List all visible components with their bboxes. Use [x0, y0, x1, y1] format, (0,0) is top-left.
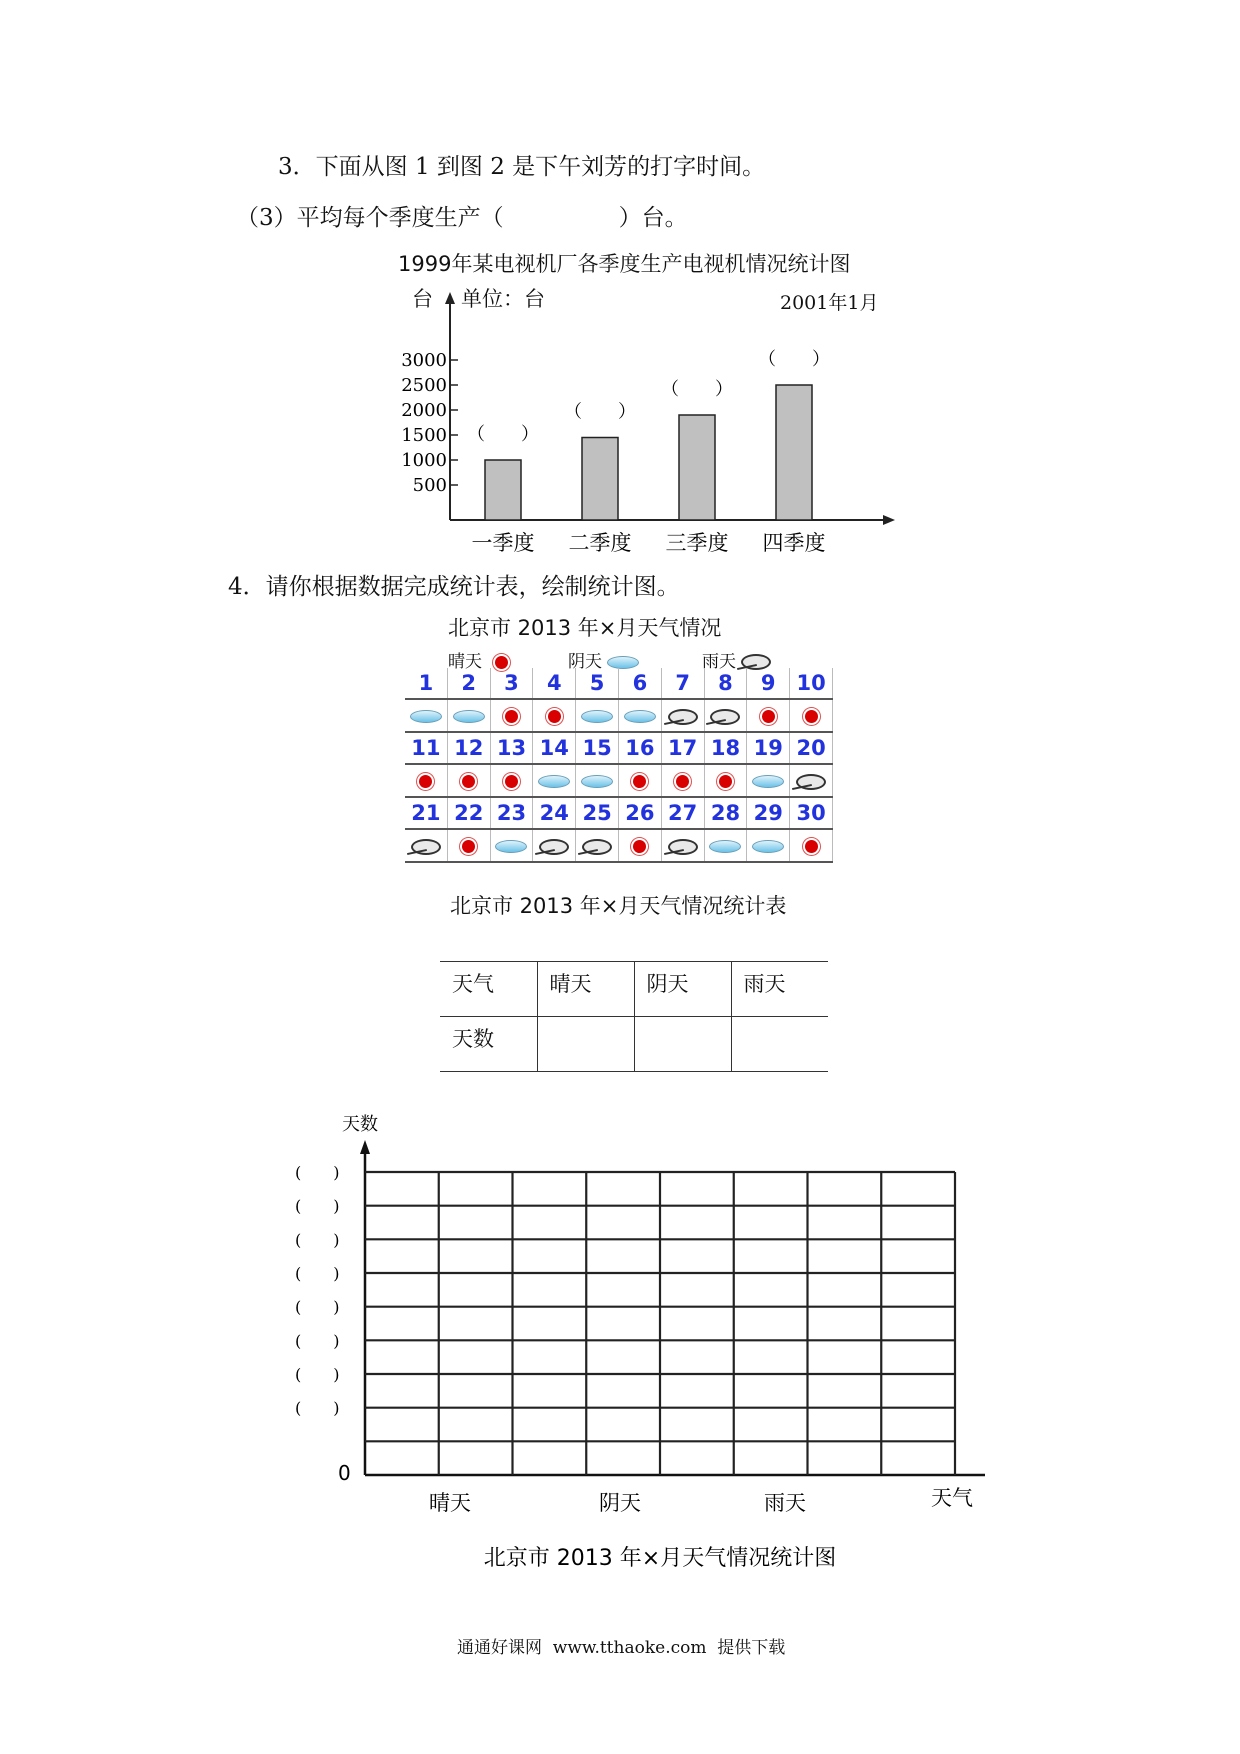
cloud-icon	[581, 710, 613, 723]
chart1-y-tick-label: 2500	[401, 375, 447, 396]
x-axis-arrow-icon	[883, 515, 895, 525]
chart2-y-blank: ( )	[295, 1331, 340, 1351]
y-axis-arrow-icon	[360, 1140, 370, 1154]
chart1-x-tick-label: 三季度	[665, 531, 729, 555]
chart2-x-axis-label: 天气	[931, 1486, 973, 1510]
calendar-day-number: 30	[790, 797, 833, 829]
sun-icon	[805, 710, 818, 723]
calendar-weather-cell	[576, 829, 619, 862]
chart2-y-blank: ( )	[295, 1230, 340, 1250]
calendar-day-number: 27	[661, 797, 704, 829]
calendar-weather-cell	[661, 699, 704, 732]
cloud-icon	[538, 775, 570, 788]
rain-icon	[411, 839, 441, 855]
calendar-weather-cell	[661, 829, 704, 862]
chart2-x-tick-label: 晴天	[429, 1491, 471, 1515]
calendar-day-number: 21	[405, 797, 447, 829]
question-3-heading: 3．下面从图 1 到图 2 是下午刘芳的打字时间。	[278, 154, 766, 180]
calendar-day-number: 13	[490, 732, 533, 764]
chart1-y-tick-label: 1000	[401, 450, 447, 471]
cloud-icon	[752, 775, 784, 788]
stat-header-cell: 阴天	[634, 962, 731, 1017]
calendar-day-number: 9	[747, 668, 790, 699]
calendar-day-number: 10	[790, 668, 833, 699]
calendar-weather-cell	[490, 699, 533, 732]
calendar-day-number: 16	[618, 732, 661, 764]
rain-icon	[668, 709, 698, 725]
stat-table-title: 北京市 2013 年×月天气情况统计表	[450, 894, 787, 918]
calendar-weather-cell	[747, 764, 790, 797]
calendar-day-number: 6	[618, 668, 661, 699]
stat-table-header-row	[440, 962, 828, 1017]
stat-row-label: 天数	[440, 1017, 537, 1072]
calendar-weather-cell	[533, 829, 576, 862]
cloud-icon	[581, 775, 613, 788]
calendar-weather-cell	[790, 829, 833, 862]
rain-icon	[796, 774, 826, 790]
chart2-x-tick-label: 雨天	[764, 1491, 806, 1515]
chart2-y-blank: ( )	[295, 1297, 340, 1317]
calendar-weather-cell	[533, 699, 576, 732]
chart1-y-tick-label: 500	[412, 475, 447, 496]
calendar-day-number: 29	[747, 797, 790, 829]
calendar-day-number: 2	[447, 668, 490, 699]
calendar-weather-cell	[747, 829, 790, 862]
stat-blank-cell[interactable]	[731, 1017, 828, 1072]
sun-icon	[719, 775, 732, 788]
chart1-y-tick-label: 3000	[401, 350, 447, 371]
chart1-x-tick-label: 二季度	[568, 531, 632, 555]
sun-icon	[633, 840, 646, 853]
calendar-day-number: 17	[661, 732, 704, 764]
calendar-day-number: 28	[704, 797, 747, 829]
calendar-day-number: 5	[576, 668, 619, 699]
chart2-x-tick-label: 阴天	[599, 1491, 641, 1515]
chart1-bar	[776, 385, 812, 520]
calendar-weather-row	[405, 829, 833, 862]
chart1-bar	[485, 460, 521, 520]
stat-blank-cell[interactable]	[634, 1017, 731, 1072]
calendar-weather-cell	[576, 699, 619, 732]
calendar-day-row	[405, 797, 833, 829]
legend-rainy-label: 雨天	[702, 652, 736, 672]
rain-icon	[710, 709, 740, 725]
sun-icon	[462, 775, 475, 788]
calendar-title: 北京市 2013 年×月天气情况	[448, 616, 722, 640]
calendar-day-number: 8	[704, 668, 747, 699]
chart1-bar-blank: （ ）	[467, 424, 539, 445]
calendar-weather-row	[405, 764, 833, 797]
calendar-day-number: 14	[533, 732, 576, 764]
sun-icon	[505, 710, 518, 723]
calendar-day-number: 12	[447, 732, 490, 764]
chart1-y-tick-label: 1500	[401, 425, 447, 446]
calendar-day-number: 22	[447, 797, 490, 829]
stat-blank-cell[interactable]	[537, 1017, 634, 1072]
calendar-day-number: 19	[747, 732, 790, 764]
calendar-day-number: 3	[490, 668, 533, 699]
calendar-day-number: 20	[790, 732, 833, 764]
calendar-weather-cell	[490, 829, 533, 862]
calendar-day-number: 11	[405, 732, 447, 764]
calendar-weather-cell	[704, 829, 747, 862]
stat-header-cell: 天气	[440, 962, 537, 1017]
calendar-weather-cell	[405, 764, 447, 797]
stat-table	[440, 961, 828, 1072]
chart2-title: 北京市 2013 年×月天气情况统计图	[483, 1546, 837, 1571]
calendar-day-number: 25	[576, 797, 619, 829]
calendar-day-number: 23	[490, 797, 533, 829]
calendar-weather-cell	[533, 764, 576, 797]
calendar-day-number: 24	[533, 797, 576, 829]
chart1-y-axis-label: 台	[412, 287, 433, 311]
sun-icon	[495, 656, 508, 669]
chart2-y-blank: ( )	[295, 1163, 340, 1182]
calendar-weather-cell	[618, 829, 661, 862]
calendar-weather-cell	[704, 699, 747, 732]
cloud-icon	[624, 710, 656, 723]
calendar-day-number: 26	[618, 797, 661, 829]
chart1-bar-blank: （ ）	[661, 379, 733, 400]
chart1-x-tick-label: 一季度	[471, 531, 535, 555]
footer-text: 通通好课网 www.tthaoke.com 提供下载	[457, 1638, 786, 1658]
calendar-weather-cell	[405, 699, 447, 732]
calendar-weather-cell	[704, 764, 747, 797]
chart1-unit: 单位：台	[461, 287, 545, 311]
calendar-day-number: 1	[405, 668, 447, 699]
calendar-weather-cell	[576, 764, 619, 797]
calendar-weather-cell	[747, 699, 790, 732]
rain-icon	[668, 839, 698, 855]
cloud-icon	[453, 710, 485, 723]
sun-icon	[762, 710, 775, 723]
chart1-x-tick-label: 四季度	[762, 531, 826, 555]
chart1-y-tick-label: 2000	[401, 400, 447, 421]
stat-header-cell: 晴天	[537, 962, 634, 1017]
chart2-y-blank: ( )	[295, 1264, 340, 1283]
chart2-svg	[280, 1110, 1000, 1571]
calendar-weather-cell	[790, 764, 833, 797]
question-3-subprompt: （3）平均每个季度生产（ ）台。	[236, 205, 688, 231]
calendar-weather-cell	[447, 829, 490, 862]
sun-icon	[633, 775, 646, 788]
chart1-date: 2001年1月	[780, 292, 879, 314]
calendar-day-number: 7	[661, 668, 704, 699]
chart1-svg	[380, 280, 900, 560]
rain-icon	[539, 839, 569, 855]
sun-icon	[548, 710, 561, 723]
stat-header-cell: 雨天	[731, 962, 828, 1017]
calendar-day-number: 18	[704, 732, 747, 764]
sun-icon	[805, 840, 818, 853]
sun-icon	[462, 840, 475, 853]
chart2-y-blank: ( )	[295, 1398, 340, 1418]
legend-overcast-label: 阴天	[568, 652, 602, 672]
chart2-y-axis-label: 天数	[342, 1114, 378, 1135]
y-axis-arrow-icon	[445, 292, 455, 304]
calendar-weather-cell	[405, 829, 447, 862]
chart1-title: 1999年某电视机厂各季度生产电视机情况统计图	[398, 252, 851, 276]
calendar-day-row	[405, 668, 833, 699]
cloud-icon	[410, 710, 442, 723]
calendar-day-number: 15	[576, 732, 619, 764]
chart2-y-blank: ( )	[295, 1365, 340, 1384]
legend-sunny-label: 晴天	[448, 652, 482, 672]
chart1-bar-blank: （ ）	[758, 349, 830, 370]
sun-icon	[505, 775, 518, 788]
sun-icon	[676, 775, 689, 788]
question-4-heading: 4．请你根据数据完成统计表，绘制统计图。	[228, 574, 680, 600]
calendar-weather-cell	[618, 699, 661, 732]
calendar-weather-cell	[447, 699, 490, 732]
sun-icon	[419, 775, 432, 788]
chart2-origin-label: 0	[338, 1461, 351, 1485]
chart1-bar	[679, 415, 715, 520]
stat-table-data-row	[440, 1017, 828, 1072]
chart1-bar	[582, 438, 618, 521]
cloud-icon	[709, 840, 741, 853]
calendar-weather-cell	[490, 764, 533, 797]
calendar-weather-cell	[790, 699, 833, 732]
cloud-icon	[607, 656, 639, 669]
weather-calendar	[405, 668, 833, 863]
calendar-day-number: 4	[533, 668, 576, 699]
chart1-bar-blank: （ ）	[564, 401, 636, 423]
calendar-weather-cell	[618, 764, 661, 797]
chart2-y-blank: ( )	[295, 1196, 340, 1216]
rain-icon	[582, 839, 612, 855]
cloud-icon	[495, 840, 527, 853]
calendar-weather-row	[405, 699, 833, 732]
cloud-icon	[752, 840, 784, 853]
calendar-day-row	[405, 732, 833, 764]
calendar-weather-cell	[661, 764, 704, 797]
calendar-weather-cell	[447, 764, 490, 797]
